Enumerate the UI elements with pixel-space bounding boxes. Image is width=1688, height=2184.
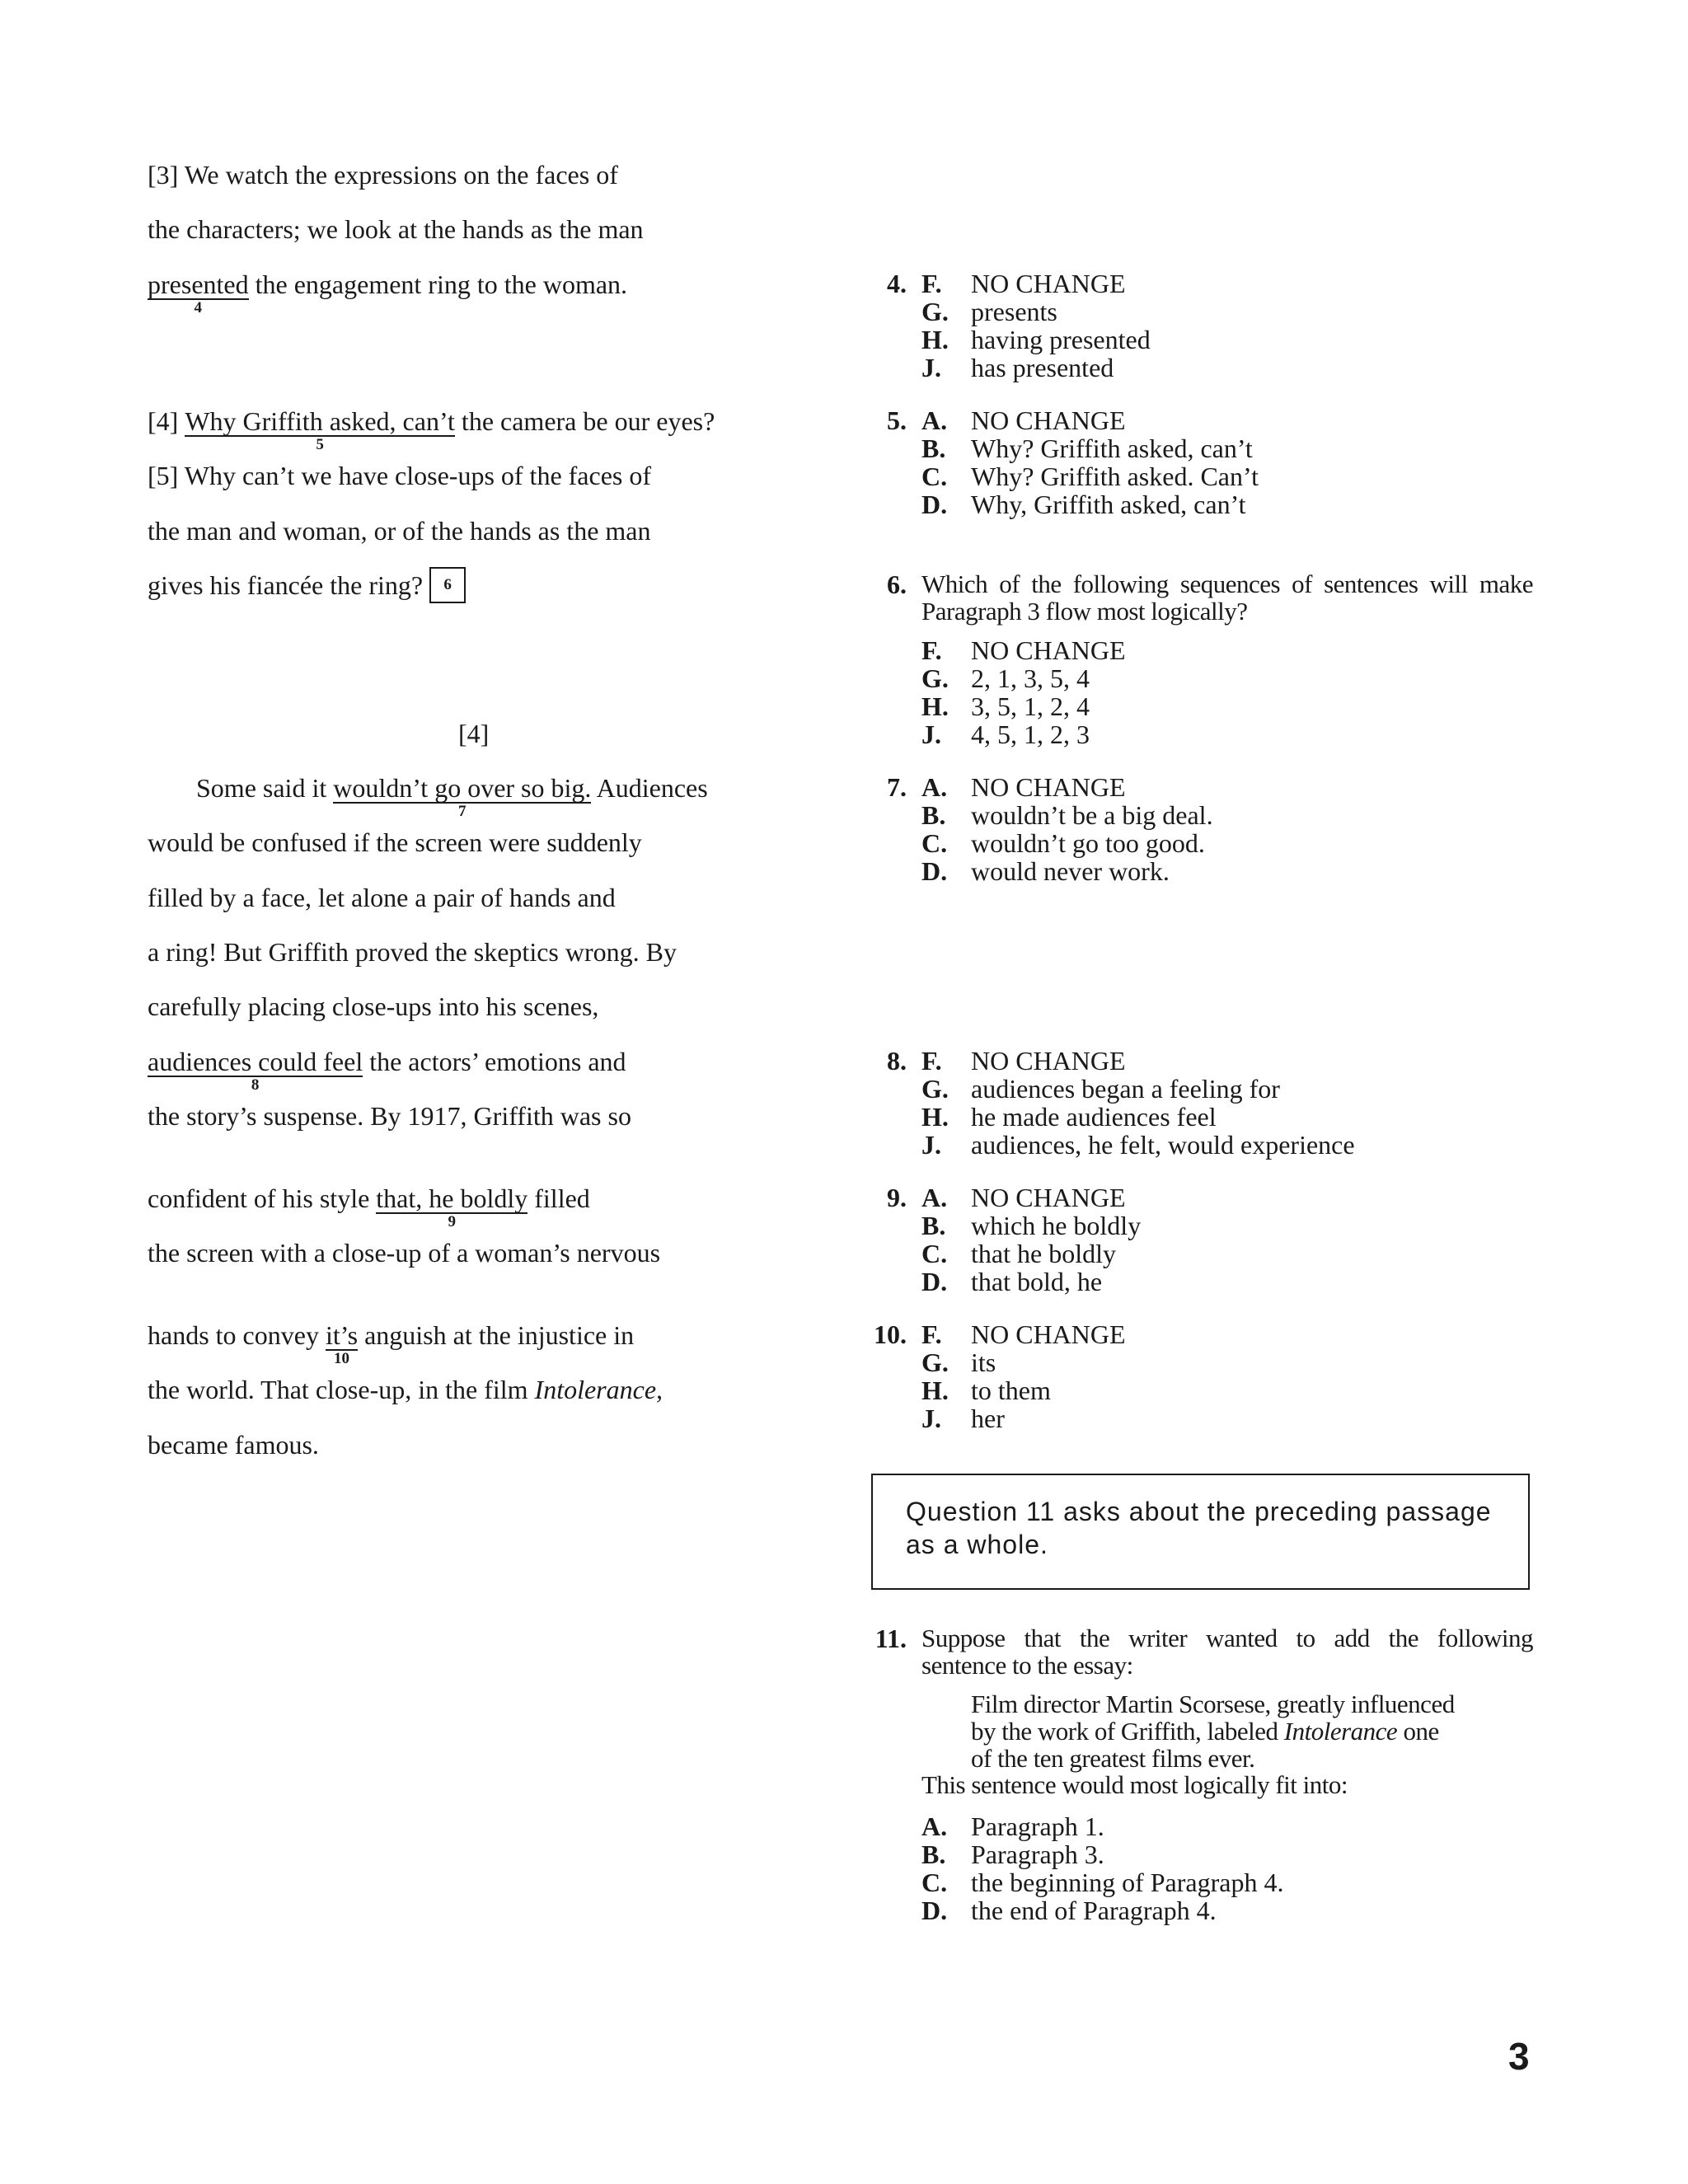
- passage-line: the screen with a close-up of a woman’s nervous: [148, 1238, 661, 1268]
- answer-option[interactable]: B. Why? Griffith asked, can’t: [921, 434, 1253, 463]
- passage-line: carefully placing close-ups into his scenes,: [148, 991, 599, 1021]
- underlined-portion: presented 4: [148, 269, 249, 316]
- question-number: 10.: [874, 1319, 907, 1349]
- passage-line: filled by a face, let alone a pair of hands and: [148, 883, 616, 912]
- whole-passage-notice: Question 11 asks about the preceding passage as a whole.: [871, 1474, 1530, 1590]
- answer-option[interactable]: J. has presented: [921, 353, 1114, 382]
- answer-option[interactable]: F. NO CHANGE: [921, 1046, 1126, 1076]
- passage-line: would be confused if the screen were suddenly: [148, 827, 642, 857]
- answer-option[interactable]: D. the end of Paragraph 4.: [921, 1896, 1217, 1925]
- passage-line: [5] Why can’t we have close-ups of the faces of: [148, 461, 652, 490]
- passage-line: gives his fiancée the ring? 6: [148, 569, 466, 607]
- answer-option[interactable]: A. NO CHANGE: [921, 772, 1126, 802]
- answer-option[interactable]: D. would never work.: [921, 856, 1170, 886]
- answer-option[interactable]: D. that bold, he: [921, 1267, 1103, 1296]
- underlined-portion: Why Griffith asked, can’t 5: [185, 406, 455, 453]
- question-ref-number: 9: [448, 1213, 457, 1230]
- question-ref-number: 7: [458, 803, 467, 820]
- passage-line: audiences could feel 8 the actors’ emotions and: [148, 1047, 626, 1094]
- answer-option[interactable]: C. that he boldly: [921, 1239, 1116, 1268]
- page-number: 3: [1508, 2035, 1530, 2078]
- paragraph-marker: [4]: [458, 719, 490, 748]
- question-ref-number: 5: [316, 436, 324, 453]
- question-ref-number: 8: [251, 1076, 260, 1094]
- passage-line: hands to convey it’s 10 anguish at the injustice in: [148, 1320, 635, 1367]
- passage-line: the man and woman, or of the hands as the man: [148, 516, 651, 546]
- answer-option[interactable]: J. audiences, he felt, would experience: [921, 1130, 1355, 1160]
- passage-line: a ring! But Griffith proved the skeptics wrong. By: [148, 937, 677, 967]
- answer-option[interactable]: B. wouldn’t be a big deal.: [921, 800, 1213, 830]
- answer-option[interactable]: C. Why? Griffith asked. Can’t: [921, 462, 1259, 491]
- answer-option[interactable]: G. presents: [921, 297, 1057, 326]
- passage-line: became famous.: [148, 1430, 319, 1460]
- question-number: 8.: [887, 1046, 907, 1076]
- question-number: 6.: [887, 569, 907, 599]
- answer-option[interactable]: C. wouldn’t go too good.: [921, 828, 1205, 858]
- passage-line: the characters; we look at the hands as the man: [148, 214, 644, 244]
- answer-option[interactable]: A. NO CHANGE: [921, 1183, 1126, 1212]
- question-ref-number: 10: [334, 1350, 350, 1367]
- passage-line: confident of his style that, he boldly 9 filled: [148, 1183, 590, 1230]
- underlined-portion: that, he boldly 9: [376, 1183, 528, 1230]
- passage-line: Some said it wouldn’t go over so big. 7 Audiences: [196, 773, 708, 820]
- question-prompt: This sentence would most logically fit into:: [921, 1770, 1348, 1799]
- answer-option[interactable]: J. 4, 5, 1, 2, 3: [921, 719, 1090, 749]
- question-stem: Suppose that the writer wanted to add the following sentence to the essay:: [921, 1624, 1533, 1680]
- passage-line: presented 4 the engagement ring to the woman.: [148, 269, 628, 316]
- question-number: 4.: [887, 269, 907, 298]
- passage-line: [3] We watch the expressions on the faces of: [148, 160, 618, 190]
- question-number: 9.: [887, 1183, 907, 1212]
- answer-option[interactable]: G. audiences began a feeling for: [921, 1074, 1280, 1104]
- answer-option[interactable]: D. Why, Griffith asked, can’t: [921, 490, 1246, 519]
- question-ref-number: 4: [194, 299, 203, 316]
- passage-line: the story’s suspense. By 1917, Griffith was so: [148, 1101, 631, 1131]
- question-stem: Which of the following sequences of sentences will make Paragraph 3 flow most logically?: [921, 569, 1533, 626]
- question-box-marker: 6: [429, 567, 466, 603]
- answer-option[interactable]: H. 3, 5, 1, 2, 4: [921, 691, 1090, 721]
- answer-option[interactable]: A. Paragraph 1.: [921, 1811, 1104, 1841]
- question-number: 7.: [887, 772, 907, 802]
- question-number: 5.: [887, 405, 907, 435]
- quoted-sentence: Film director Martin Scorsese, greatly influenced by the work of Griffith, labeled Intolerance one of the ten greatest films ever.: [971, 1690, 1455, 1773]
- answer-option[interactable]: F. NO CHANGE: [921, 635, 1126, 665]
- answer-option[interactable]: C. the beginning of Paragraph 4.: [921, 1868, 1284, 1897]
- passage-line: [4] Why Griffith asked, can’t 5 the camera be our eyes?: [148, 406, 715, 453]
- answer-option[interactable]: H. to them: [921, 1376, 1051, 1405]
- answer-option[interactable]: G. its: [921, 1347, 996, 1377]
- answer-option[interactable]: H. he made audiences feel: [921, 1102, 1217, 1132]
- answer-option[interactable]: H. having presented: [921, 325, 1151, 354]
- question-number: 11.: [874, 1624, 907, 1653]
- answer-option[interactable]: A. NO CHANGE: [921, 405, 1126, 435]
- answer-option[interactable]: B. which he boldly: [921, 1211, 1142, 1240]
- passage-line: the world. That close-up, in the film Intolerance,: [148, 1375, 663, 1404]
- answer-option[interactable]: J. her: [921, 1404, 1005, 1433]
- underlined-portion: wouldn’t go over so big. 7: [333, 773, 592, 820]
- underlined-portion: it’s 10: [325, 1320, 359, 1367]
- underlined-portion: audiences could feel 8: [148, 1047, 363, 1094]
- answer-option[interactable]: F. NO CHANGE: [921, 1319, 1126, 1349]
- answer-option[interactable]: F. NO CHANGE: [921, 269, 1126, 298]
- answer-option[interactable]: G. 2, 1, 3, 5, 4: [921, 663, 1090, 693]
- answer-option[interactable]: B. Paragraph 3.: [921, 1840, 1104, 1869]
